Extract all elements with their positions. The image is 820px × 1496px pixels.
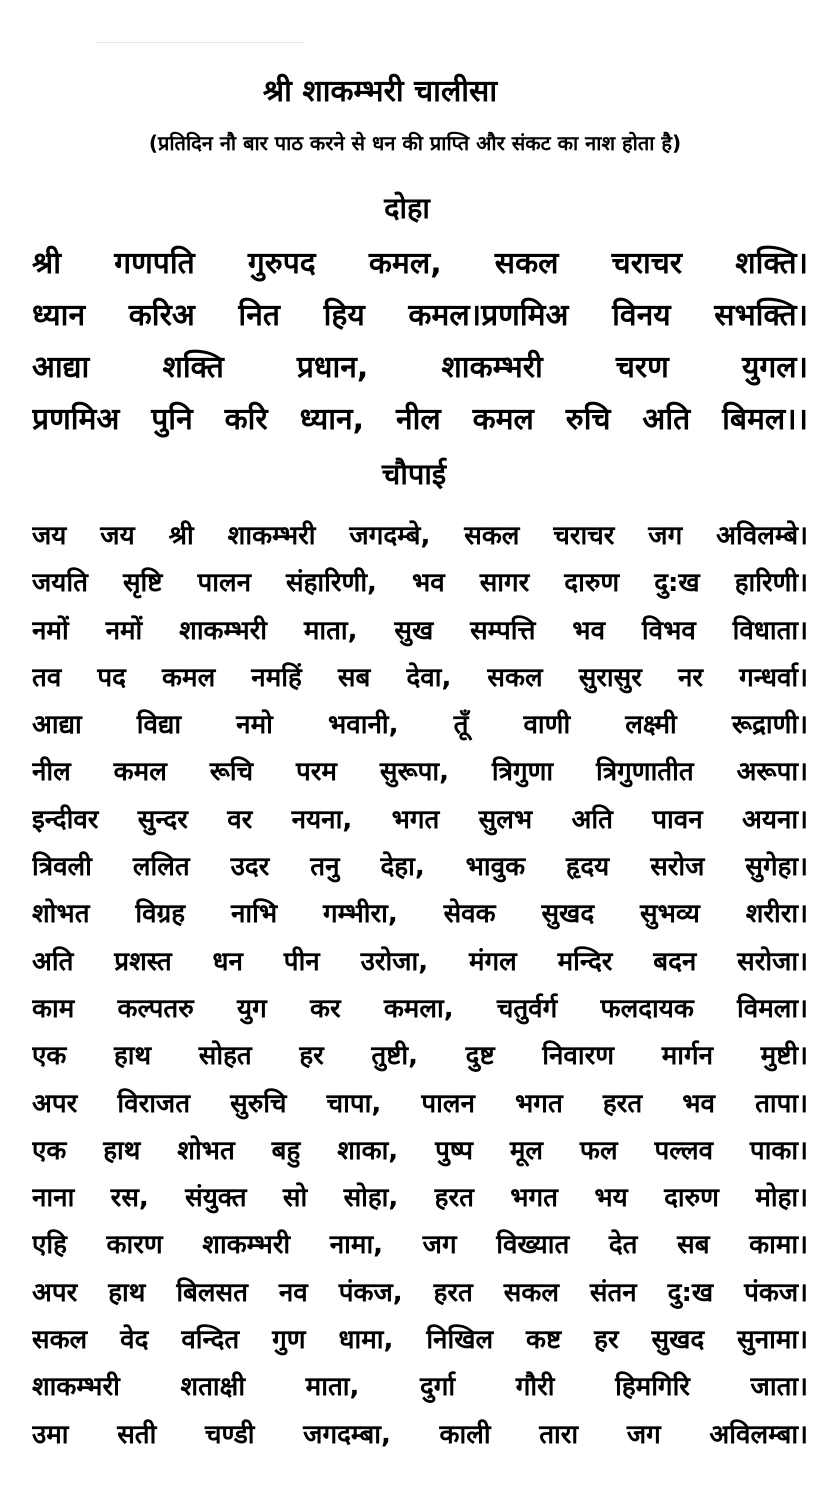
doha-verses [32, 238, 808, 446]
chaupai-line: अपर हाथ बिलसत नव पंकज, हरत सकल संतन दु:ख पंकज। [32, 1277, 808, 1308]
chaupai-line: नील कमल रूचि परम सुरूपा, त्रिगुणा त्रिगुणातीत अरूपा। [32, 757, 808, 788]
chaupai-heading: चौपाई [381, 457, 447, 491]
chaupai-line: सकल वेद वन्दित गुण धामा, निखिल कष्ट हर सुखद सुनामा। [32, 1325, 808, 1356]
chaupai-line: शाकम्भरी शताक्षी माता, दुर्गा गौरी हिमगिरि जाता। [32, 1372, 808, 1403]
chaupai-line: जयति सृष्टि पालन संहारिणी, भव सागर दारुण दु:ख हारिणी। [32, 568, 808, 599]
page-subtitle: (प्रतिदिन नौ बार पाठ करने से धन की प्राप्ति और संकट का नाश होता है) [148, 131, 682, 155]
chaupai-line: जय जय श्री शाकम्भरी जगदम्बे, सकल चराचर जग अविलम्बे। [32, 521, 808, 551]
top-divider-line [95, 42, 305, 43]
chaupai-line: नमों नमों शाकम्भरी माता, सुख सम्पत्ति भव विभव विधाता। [32, 615, 808, 646]
chaupai-line: आद्या विद्या नमो भवानी, तूँ वाणी लक्ष्मी रूद्राणी। [32, 710, 808, 741]
chaupai-line: इन्दीवर सुन्दर वर नयना, भगत सुलभ अति पावन अयना। [32, 804, 808, 835]
chaupai-line: त्रिवली ललित उदर तनु देहा, भावुक हृदय सरोज सुगेहा। [32, 852, 808, 883]
doha-heading: दोहा [384, 191, 430, 225]
chaupai-line: नाना रस, संयुक्त सो सोहा, हरत भगत भय दारुण मोहा। [32, 1183, 808, 1214]
chaupai-line: एक हाथ सोहत हर तुष्टी, दुष्ट निवारण मार्गन मुष्टी। [32, 1041, 808, 1072]
chaupai-line: एहि कारण शाकम्भरी नामा, जग विख्यात देत सब कामा। [32, 1230, 808, 1261]
chaupai-line: शोभत विग्रह नाभि गम्भीरा, सेवक सुखद सुभव्य शरीरा। [32, 899, 808, 930]
page-title: श्री शाकम्भरी चालीसा [262, 74, 498, 109]
chaupai-verses [32, 513, 808, 1459]
chaupai-line: एक हाथ शोभत बहु शाका, पुष्प मूल फल पल्लव पाका। [32, 1135, 808, 1166]
chaupai-line: काम कल्पतरु युग कर कमला, चतुर्वर्ग फलदायक विमला। [32, 993, 808, 1024]
doha-line: ध्यान करिअ नित हिय कमल।प्रणमिअ विनय सभक्ति। [32, 298, 808, 333]
doha-line: श्री गणपति गुरुपद कमल, सकल चराचर शक्ति। [32, 246, 808, 281]
doha-line: प्रणमिअ पुनि करि ध्यान, नील कमल रुचि अति बिमल।। [32, 402, 808, 437]
chaupai-line: अपर विराजत सुरुचि चापा, पालन भगत हरत भव तापा। [32, 1088, 808, 1119]
chaupai-line: अति प्रशस्त धन पीन उरोजा, मंगल मन्दिर बदन सरोजा। [32, 946, 808, 977]
doha-line: आद्या शक्ति प्रधान, शाकम्भरी चरण युगल। [32, 350, 808, 385]
chaupai-line: तव पद कमल नमहिं सब देवा, सकल सुरासुर नर गन्धर्वा। [32, 662, 808, 693]
chaupai-line: उमा सती चण्डी जगदम्बा, काली तारा जग अविलम्बा। [32, 1419, 808, 1450]
